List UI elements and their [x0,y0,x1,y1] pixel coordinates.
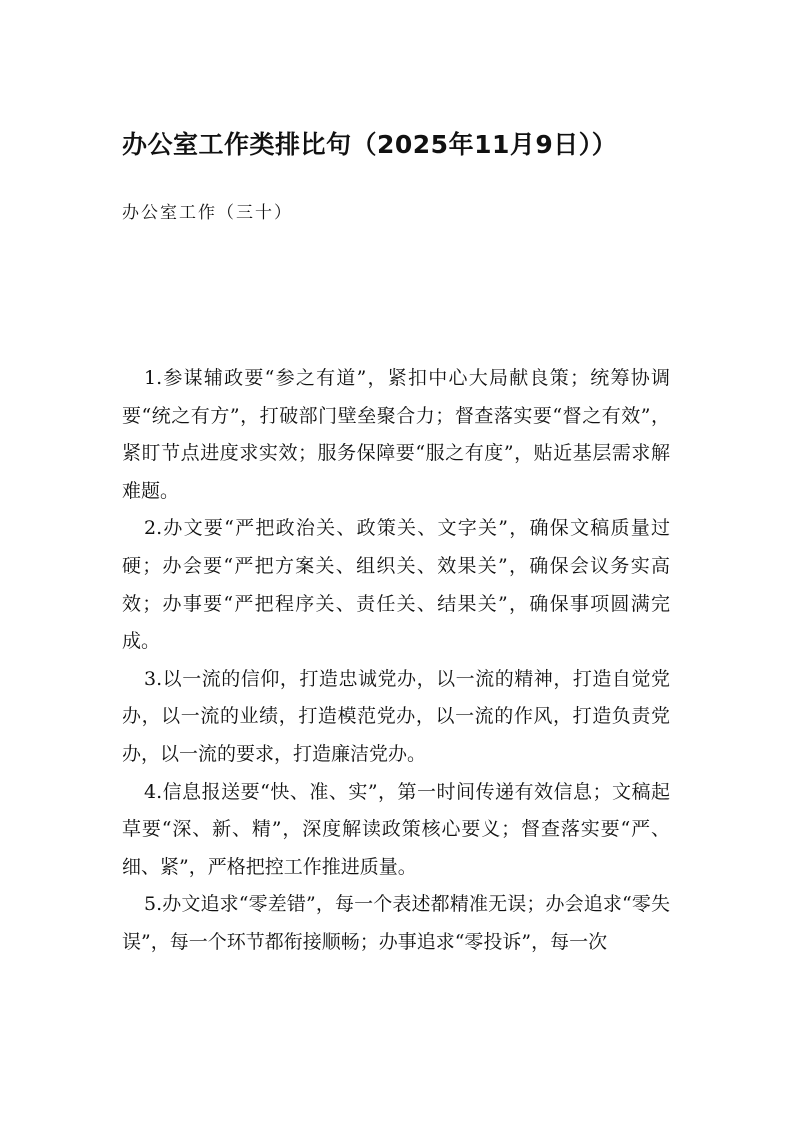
paragraph-5: 5.办文追求“零差错”，每一个表述都精准无误；办会追求“零失误”，每一个环节都衔接顺畅；办事追求“零投诉”，每一次 [122,893,670,953]
paragraph-2: 2.办文要“严把政治关、政策关、文字关”，确保文稿质量过硬；办会要“严把方案关、组织关、效果关”，确保会议务实高效；办事要“严把程序关、责任关、结果关”，确保事项圆满完成。 [122,517,670,653]
paragraph-3: 3.以一流的信仰，打造忠诚党办，以一流的精神，打造自觉党办，以一流的业绩，打造模范党办，以一流的作风，打造负责党办，以一流的要求，打造廉洁党办。 [122,667,670,765]
document-body [122,360,670,962]
paragraph-4: 4.信息报送要“快、准、实”，第一时间传递有效信息；文稿起草要“深、新、精”，深度解读政策核心要义；督查落实要“严、细、紧”，严格把控工作推进质量。 [122,780,670,878]
document-subtitle: 办公室工作（三十） [122,203,293,223]
document-title: 办公室工作类排比句（2025年11月9日）） [122,130,618,159]
paragraph-1: 1.参谋辅政要“参之有道”，紧扣中心大局献良策；统筹协调要“统之有方”，打破部门壁垒聚合力；督查落实要“督之有效”，紧盯节点进度求实效；服务保障要“服之有度”，贴近基层需求解难题。 [122,367,670,502]
